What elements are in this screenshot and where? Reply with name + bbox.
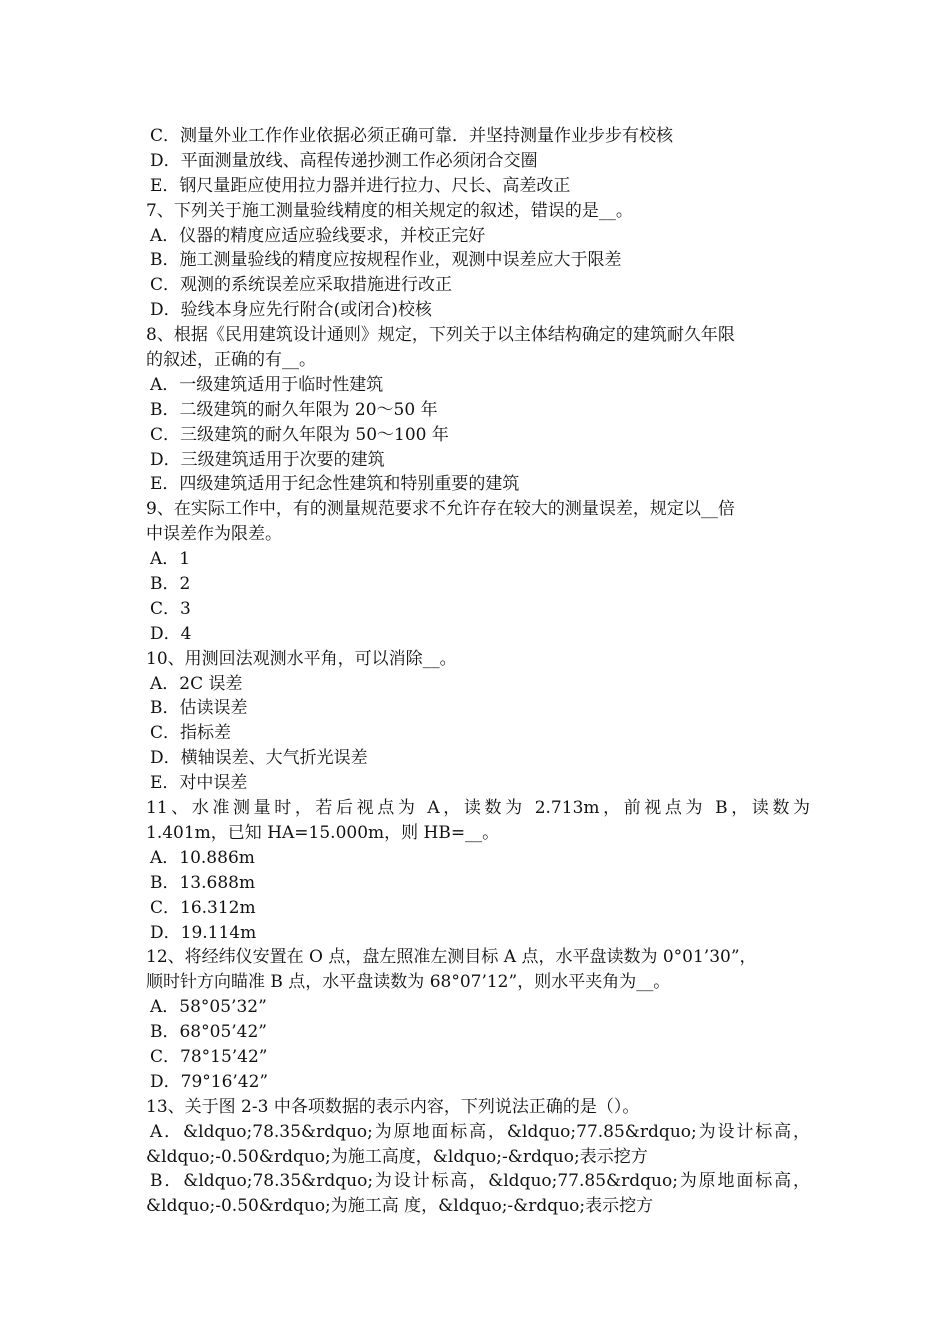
- option-line: C．78°15’42”: [150, 1046, 268, 1067]
- option-line: A．&ldquo;78.35&rdquo;为原地面标高，&ldquo;77.85&rdquo;为设计标高，: [150, 1121, 810, 1142]
- question-10: 10、用测回法观测水平角，可以消除__。: [146, 648, 457, 669]
- question-11-cont: 1.401m，已知 HA=15.000m，则 HB=__。: [146, 822, 500, 843]
- question-11: 11、水准测量时，若后视点为 A，读数为 2.713m，前视点为 B，读数为: [146, 798, 810, 819]
- option-line: D．4: [150, 623, 192, 644]
- option-line: A．58°05’32”: [150, 997, 267, 1018]
- question-8-cont: 的叙述，正确的有__。: [146, 350, 316, 371]
- option-line: B．2: [150, 574, 191, 595]
- document-page: [146, 124, 810, 1219]
- question-8: 8、根据《民用建筑设计通则》规定，下列关于以主体结构确定的建筑耐久年限: [146, 325, 735, 346]
- option-line-cont: &ldquo;-0.50&rdquo;为施工高度，&ldquo;-&rdquo;表示挖方: [146, 1146, 648, 1167]
- option-line: C．16.312m: [150, 897, 256, 918]
- option-line-cont: &ldquo;-0.50&rdquo;为施工高 度，&ldquo;-&rdquo;表示挖方: [146, 1196, 654, 1217]
- option-line: E．四级建筑适用于纪念性建筑和特别重要的建筑: [150, 474, 520, 495]
- question-12: 12、将经纬仪安置在 O 点，盘左照准左测目标 A 点，水平盘读数为 0°01’30”，: [146, 947, 757, 968]
- option-line: B．二级建筑的耐久年限为 20～50 年: [150, 399, 438, 420]
- option-line: C．三级建筑的耐久年限为 50～100 年: [150, 424, 449, 445]
- question-7: 7、下列关于施工测量验线精度的相关规定的叙述，错误的是__。: [146, 200, 633, 221]
- option-line: A．1: [150, 549, 191, 570]
- option-line: C．指标差: [150, 723, 232, 744]
- option-line: B．&ldquo;78.35&rdquo;为设计标高，&ldquo;77.85&rdquo;为原地面标高，: [150, 1171, 810, 1192]
- option-line: E．钢尺量距应使用拉力器并进行拉力、尺长、高差改正: [150, 175, 571, 196]
- option-line: B．13.688m: [150, 872, 256, 893]
- option-line: E．对中误差: [150, 773, 248, 794]
- option-line: B．施工测量验线的精度应按规程作业，观测中误差应大于限差: [150, 250, 622, 271]
- option-line: A．仪器的精度应适应验线要求，并校正完好: [150, 225, 486, 246]
- question-9-cont: 中误差作为限差。: [146, 524, 282, 545]
- option-line: D．横轴误差、大气折光误差: [150, 748, 368, 769]
- question-12-cont: 顺时针方向瞄准 B 点，水平盘读数为 68°07’12”，则水平夹角为__。: [146, 972, 671, 993]
- question-9: 9、在实际工作中，有的测量规范要求不允许存在较大的测量误差，规定以__倍: [146, 499, 735, 520]
- option-line: C．3: [150, 598, 191, 619]
- option-line: D．19.114m: [150, 922, 257, 943]
- option-line: D．平面测量放线、高程传递抄测工作必须闭合交圈: [150, 150, 538, 171]
- option-line: A．一级建筑适用于临时性建筑: [150, 374, 384, 395]
- option-line: D．验线本身应先行附合(或闭合)校核: [150, 300, 432, 321]
- option-line: C．测量外业工作作业依据必须正确可靠．并坚持测量作业步步有校核: [150, 126, 674, 146]
- option-line: C．观测的系统误差应采取措施进行改正: [150, 275, 453, 296]
- option-line: A．2C 误差: [150, 673, 243, 694]
- option-line: B．68°05’42”: [150, 1022, 267, 1043]
- question-13: 13、关于图 2-3 中各项数据的表示内容，下列说法正确的是（）。: [146, 1096, 640, 1117]
- option-line: A．10.886m: [150, 847, 255, 868]
- option-line: D．79°16’42”: [150, 1071, 269, 1092]
- option-line: B．估读误差: [150, 698, 248, 719]
- option-line: D．三级建筑适用于次要的建筑: [150, 449, 385, 470]
